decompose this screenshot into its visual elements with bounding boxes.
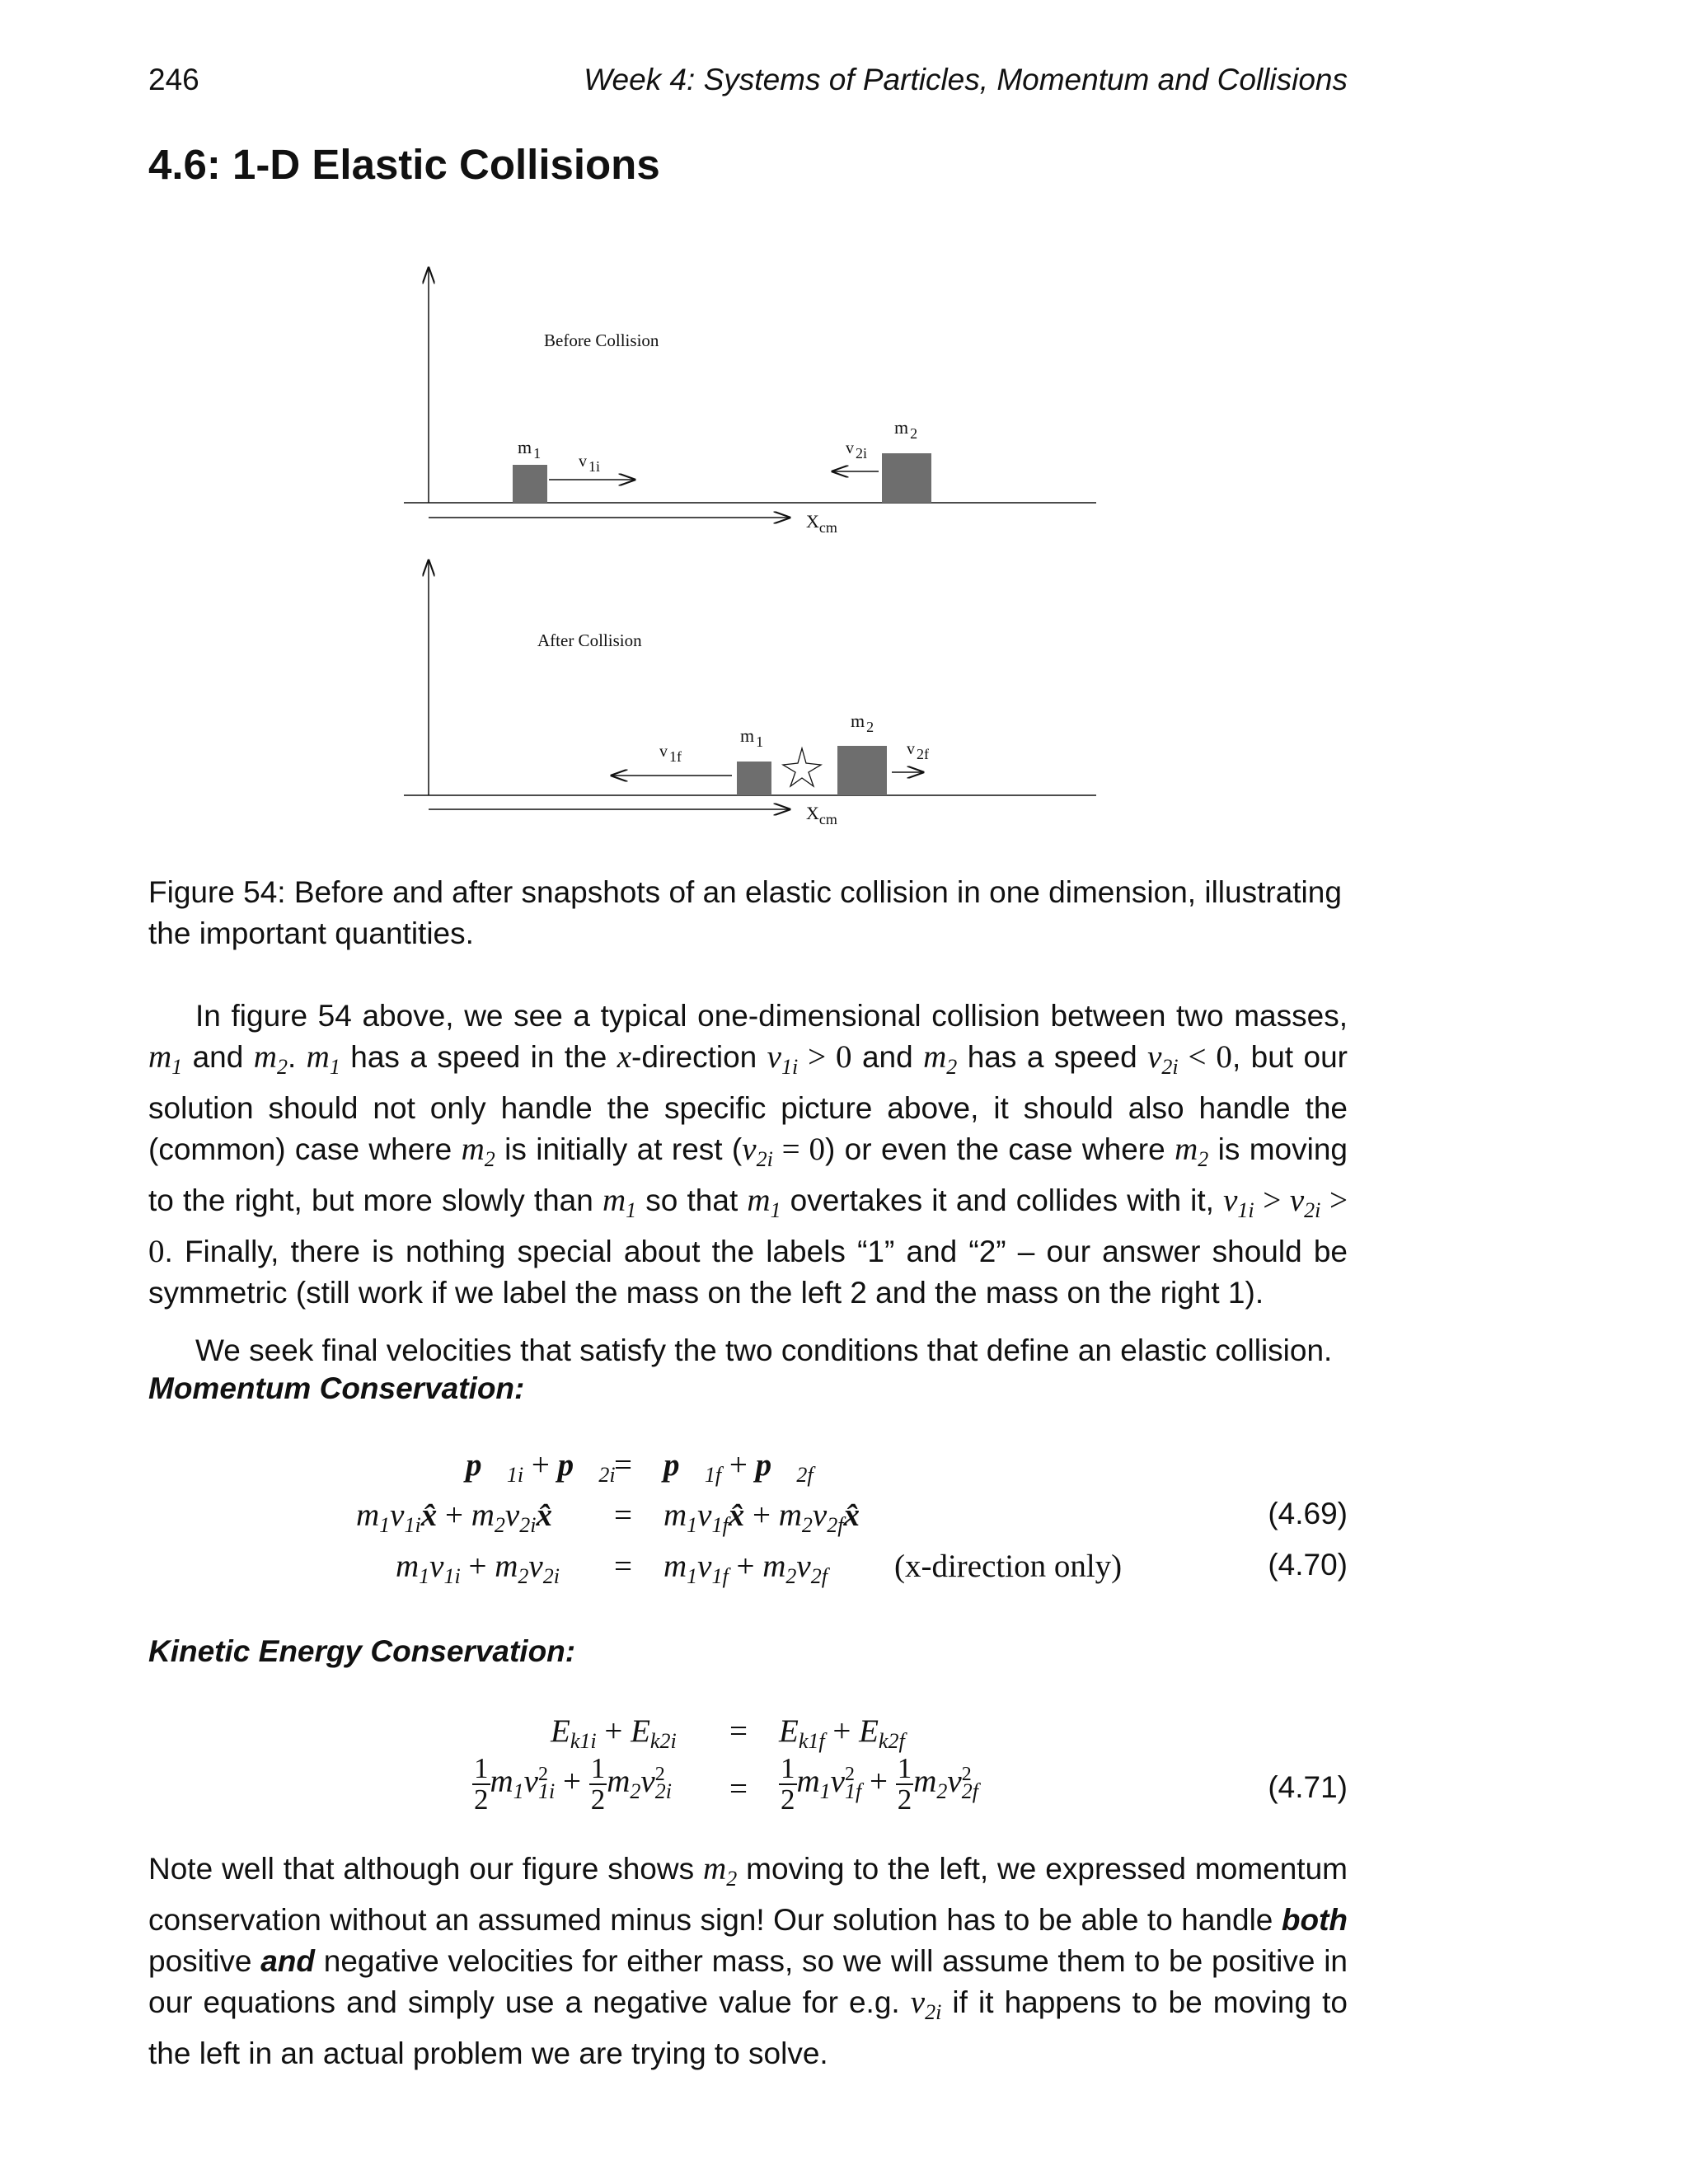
- momentum-eq-components-rhs: $m_1v_{1f}x̂$ + $m_2v_{2f}x̂$: [663, 1497, 860, 1537]
- after-block-m1: [737, 762, 771, 795]
- paragraph-conditions: We seek final velocities that satisfy the two conditions that define an elastic collision.: [195, 1333, 1333, 1367]
- momentum-eq-vector-lhs: $p⃗_{1i}$ + $p⃗_{2i}$: [466, 1447, 616, 1487]
- before-v1i-label: v 1i: [579, 452, 601, 475]
- after-v2f-label: v 2f: [907, 740, 929, 762]
- momentum-eq-scalar-rhs: $m_1v_{1f} + m_2v_{2f}$: [663, 1549, 828, 1588]
- energy-eq-lhs: $E_{k1i} + E_{k2i}$: [551, 1713, 677, 1753]
- equation-number-4-70: (4.70): [1268, 1548, 1348, 1582]
- after-panel: [404, 560, 1096, 827]
- momentum-heading: Momentum Conservation:: [148, 1371, 525, 1405]
- energy-eq-eq: =: [729, 1713, 748, 1749]
- before-block-m2: [882, 453, 931, 503]
- after-label: After Collision: [537, 630, 642, 650]
- momentum-eq-components-eq: =: [614, 1497, 632, 1533]
- running-title: Week 4: Systems of Particles, Momentum and Collisions: [584, 63, 1348, 96]
- paragraph-intro: In figure 54 above, we see a typical one-dimensional collision between two masses, $m_1$ and $m_2$. $m_1$ has a speed in the x-direction $v_{1i} > 0$ and $m_2$ has a speed $v_{2i} < 0$, but our solution should not only handle the specific picture above, it should also handle the (common) case where $m_2$ is initially at rest $(v_{2i} = 0)$ or even the case where $m_2$ is moving to the right, but more slowly than $m_1$ so that $m_1$ overtakes it and collides with it, $v_{1i} > v_{2i} > 0$. Finally, there is nothing special about the labels “1” and “2” – our answer should be symmetric (still work if we label the mass on the left 2 and the mass on the right 1).: [148, 999, 1348, 1310]
- equation-number-4-71: (4.71): [1268, 1770, 1348, 1804]
- before-m1-label: m $_1$: [518, 437, 542, 462]
- kinetic-eq-eq: =: [729, 1771, 748, 1807]
- after-v1f-label: v 1f: [659, 743, 682, 765]
- momentum-eq-vector-rhs: $p⃗_{1f}$ + $p⃗_{2f}$: [663, 1447, 814, 1487]
- collision-figure: [387, 255, 1113, 832]
- collision-star-icon: [783, 748, 821, 786]
- kinetic-eq-lhs: $\frac{1}{2}$ $m_1v^2_{1i}$ + $\frac{1}{2}$ $m_2v^2_{2i}$: [474, 1752, 672, 1816]
- energy-heading: Kinetic Energy Conservation:: [148, 1634, 576, 1668]
- page-number: 246: [148, 63, 199, 96]
- momentum-eq-components-lhs: $m_1v_{1i}x̂$ + $m_2v_{2i}x̂$: [356, 1497, 552, 1537]
- after-block-m2: [837, 746, 887, 795]
- before-block-m1: [513, 465, 547, 503]
- momentum-eq-vector-eq: =: [614, 1447, 632, 1483]
- energy-eq-rhs: $E_{k1f} + E_{k2f}$: [779, 1713, 905, 1753]
- before-m2-label: m $_2$: [894, 417, 918, 442]
- paragraph-note: Note well that although our figure shows $m_2$ moving to the left, we expressed momentum conservation without an assumed minus sign! Our solution has to be able to handle both positive and negative velocities for either mass, so we will assume them to be positive in our equations and simply use a negative value for e.g. $v_{2i}$ if it happens to be moving to the left in an actual problem we are trying to solve.: [148, 1851, 1348, 2070]
- equation-number-4-69: (4.69): [1268, 1497, 1348, 1530]
- after-xcm-label: $X_{cm}$: [806, 803, 837, 827]
- figure-caption: Figure 54: Before and after snapshots of an elastic collision in one dimension, illustrating the important quantities.: [148, 875, 1342, 950]
- momentum-eq-scalar-eq: =: [614, 1549, 632, 1584]
- before-panel: [404, 268, 1096, 536]
- kinetic-eq-rhs: $\frac{1}{2}$ $m_1v^2_{1f}$ + $\frac{1}{2}$ $m_2v^2_{2f}$: [781, 1752, 978, 1816]
- momentum-eq-scalar-lhs: $m_1v_{1i} + m_2v_{2i}$: [396, 1549, 560, 1588]
- after-m1-label: m $_1$: [740, 725, 764, 750]
- before-label: Before Collision: [544, 330, 659, 350]
- after-m2-label: m $_2$: [851, 710, 874, 735]
- section-title: 4.6: 1-D Elastic Collisions: [148, 141, 660, 188]
- before-v2i-label: v 2i: [846, 439, 868, 462]
- before-xcm-label: $X_{cm}$: [806, 511, 837, 536]
- x-direction-note: (x-direction only): [894, 1549, 1123, 1584]
